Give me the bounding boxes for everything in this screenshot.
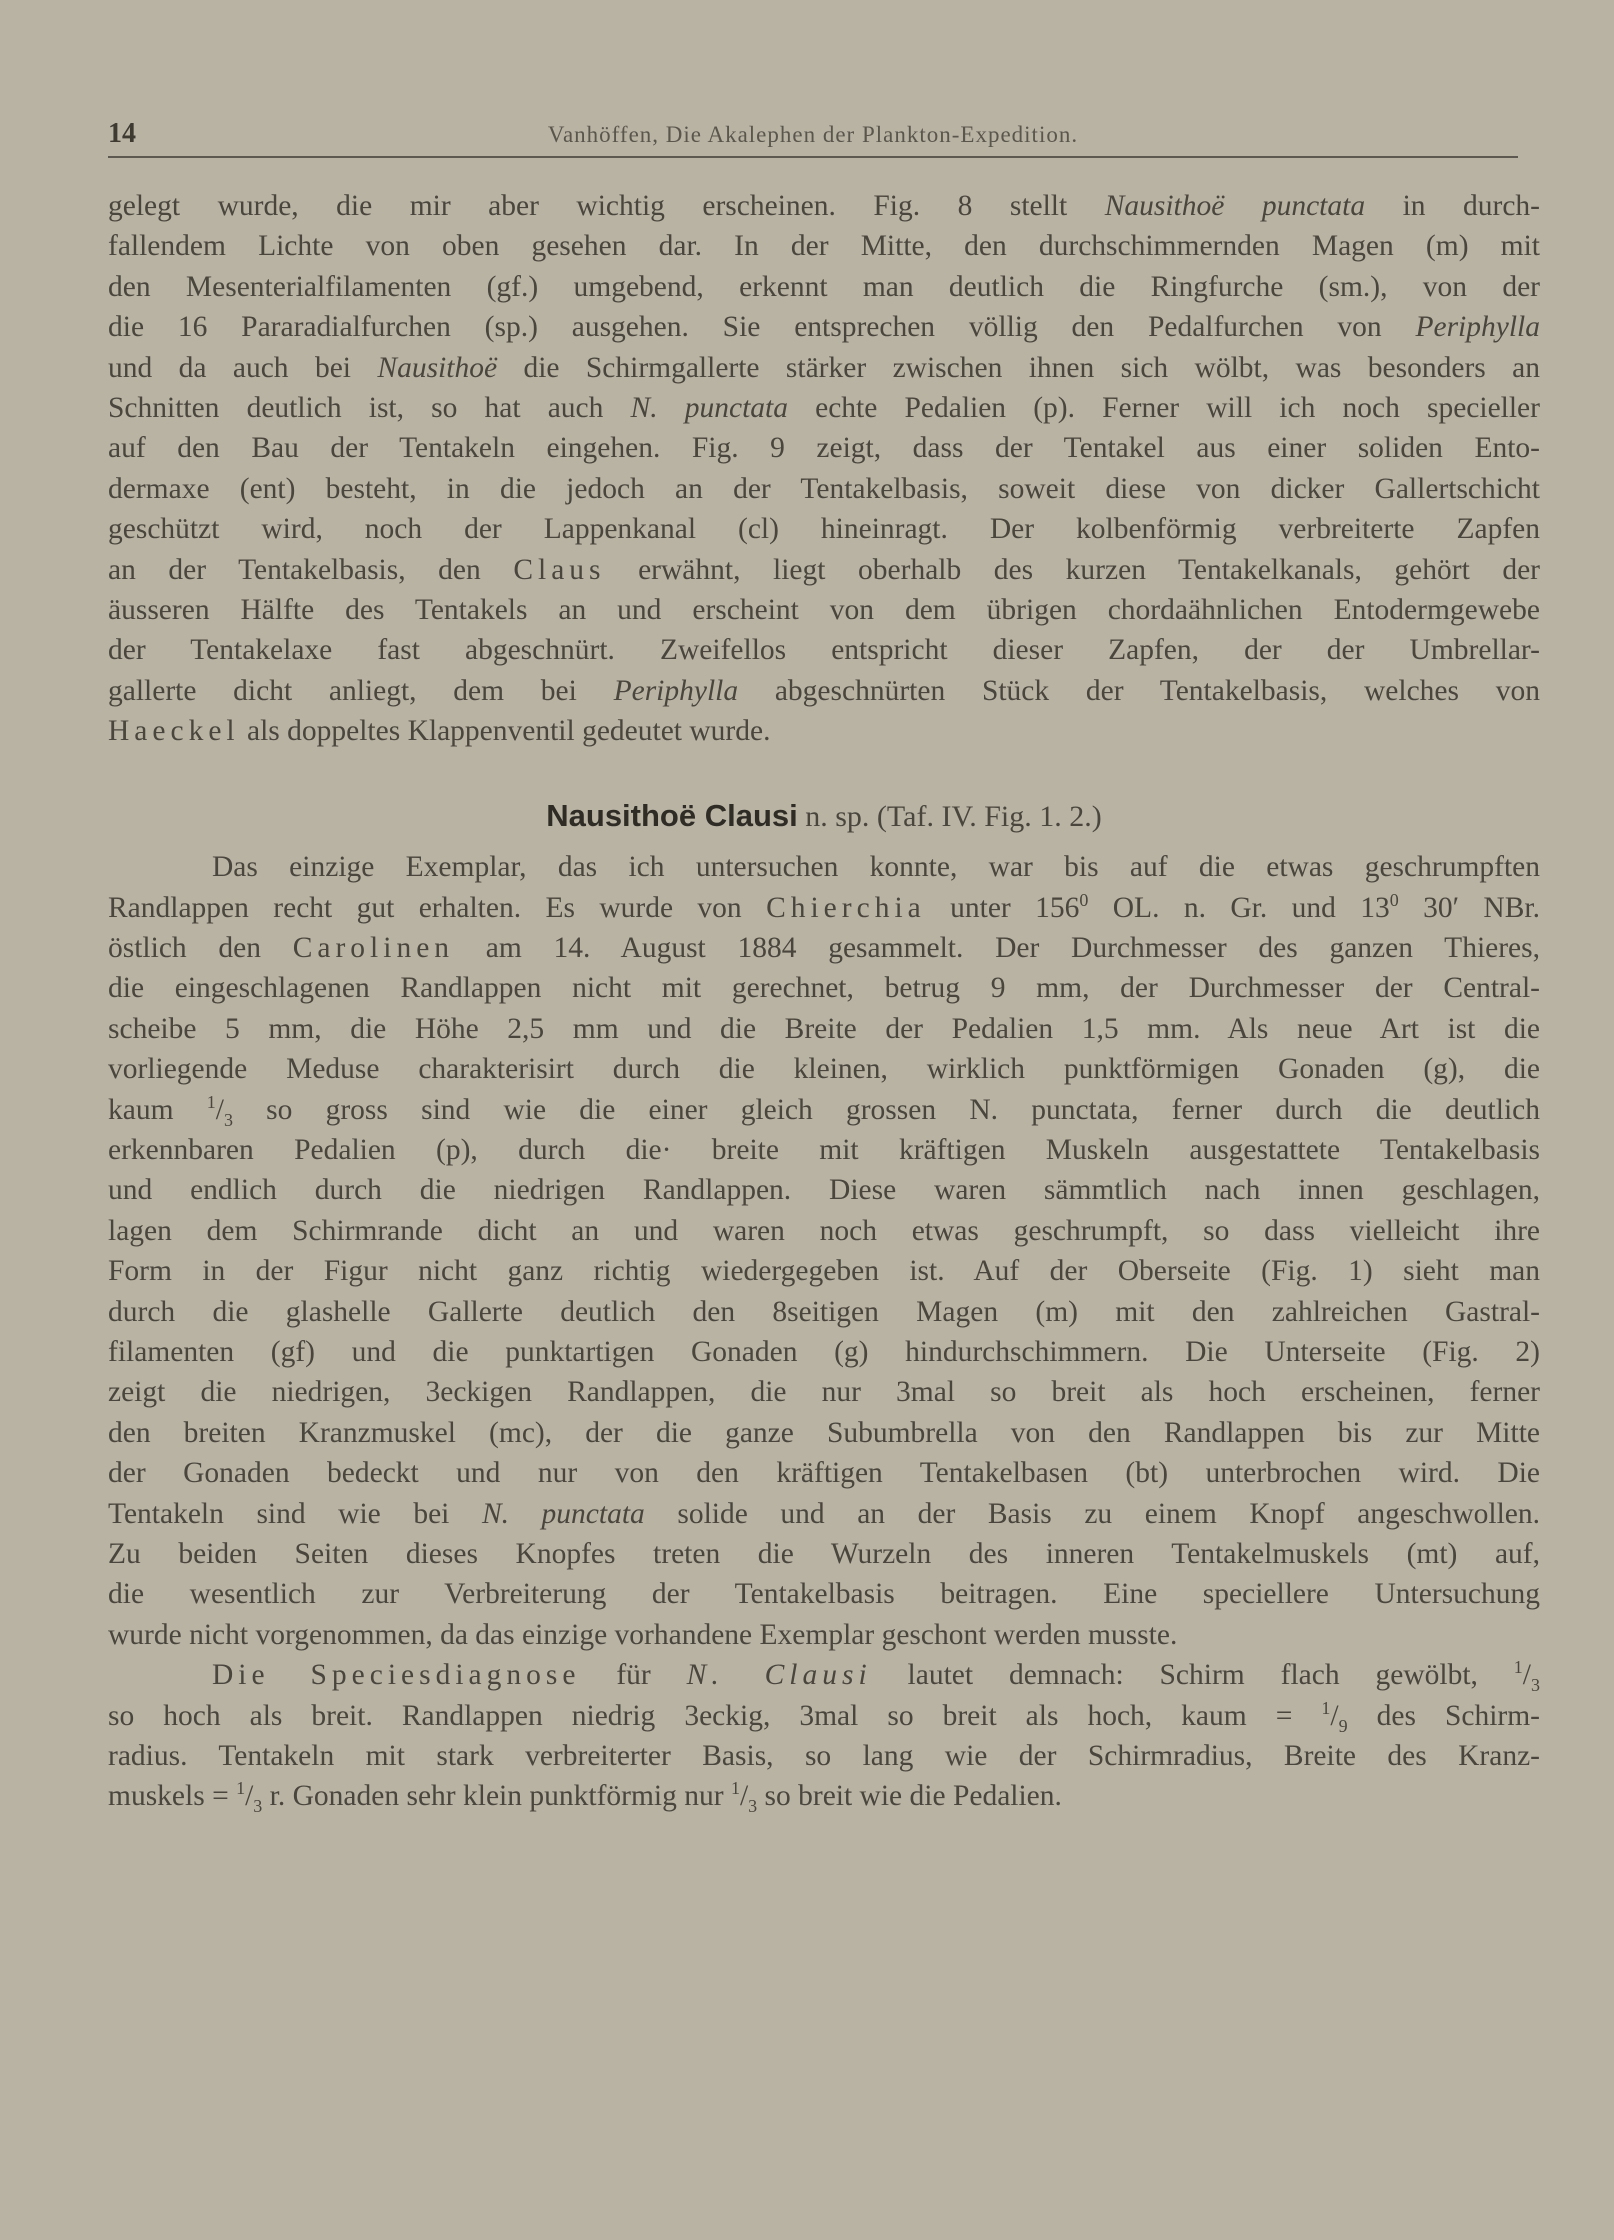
text-line: die wesentlich zur Verbreiterung der Tentakelbasis beitragen. Eine speciellere Untersuchung: [108, 1578, 1540, 1611]
text-line: die eingeschlagenen Randlappen nicht mit gerechnet, betrug 9 mm, der Durchmesser der Central-: [108, 972, 1540, 1005]
text-line: wurde nicht vorgenommen, da das einzige vorhandene Exemplar geschont werden musste.: [108, 1618, 1178, 1651]
text-line: den breiten Kranzmuskel (mc), der die ganze Subumbrella von den Randlappen bis zur Mitte: [108, 1416, 1540, 1449]
text-line: kaum $^1/_3$ so gross sind wie die einer gleich grossen N. punctata, ferner durch die deutlich: [108, 1091, 1540, 1130]
text-line: so hoch als breit. Randlappen niedrig 3eckig, 3mal so breit als hoch, kaum = $^1/_9$ des Schirm-: [108, 1697, 1540, 1736]
text-line: der Tentakelaxe fast abgeschnürt. Zweifellos entspricht dieser Zapfen, der der Umbrellar-: [108, 634, 1540, 667]
text-line: scheibe 5 mm, die Höhe 2,5 mm und die Breite der Pedalien 1,5 mm. Als neue Art ist die: [108, 1012, 1540, 1045]
text-line: Randlappen recht gut erhalten. Es wurde von Chierchia unter $156^0$ OL. n. Gr. und $13^0$ 30′ NBr.: [108, 889, 1540, 924]
text-line: zeigt die niedrigen, 3eckigen Randlappen, die nur 3mal so breit als hoch erscheinen, ferner: [108, 1376, 1540, 1409]
heading-reference: n. sp. (Taf. IV. Fig. 1. 2.): [797, 799, 1102, 833]
text-line: durch die glashelle Gallerte deutlich den 8seitigen Magen (m) mit den zahlreichen Gastral-: [108, 1295, 1540, 1328]
body-text: [108, 186, 1540, 1817]
text-line: geschützt wird, noch der Lappenkanal (cl) hineinragt. Der kolbenförmig verbreiterte Zapfen: [108, 513, 1540, 546]
text-line: Zu beiden Seiten dieses Knopfes treten die Wurzeln des inneren Tentakelmuskels (mt) auf,: [108, 1538, 1540, 1570]
text-line: Schnitten deutlich ist, so hat auch N. punctata echte Pedalien (p). Ferner will ich noch specieller: [108, 392, 1540, 425]
section-heading: [108, 796, 1540, 837]
text-line: lagen dem Schirmrande dicht an und waren noch etwas geschrumpft, so dass vielleicht ihre: [108, 1214, 1540, 1247]
text-line: fallendem Lichte von oben gesehen dar. In der Mitte, den durchschimmernden Magen (m) mit: [108, 230, 1540, 263]
text-line: der Gonaden bedeckt und nur von den kräftigen Tentakelbasen (bt) unterbrochen wird. Die: [108, 1457, 1540, 1490]
text-line: die 16 Pararadialfurchen (sp.) ausgehen. Sie entsprechen völlig den Pedalfurchen von Periphylla: [108, 311, 1540, 344]
text-line: Haeckel als doppeltes Klappenventil gedeutet wurde.: [108, 715, 771, 748]
running-head: Vanhöffen, Die Akalephen der Plankton-Expedition.: [547, 122, 1079, 147]
text-line: östlich den Carolinen am 14. August 1884 gesammelt. Der Durchmesser des ganzen Thieres,: [108, 931, 1541, 964]
text-line: und endlich durch die niedrigen Randlappen. Diese waren sämmtlich nach innen geschlagen,: [108, 1174, 1540, 1207]
text-line: äusseren Hälfte des Tentakels an und erscheint von dem übrigen chordaähnlichen Entodermgewebe: [108, 594, 1540, 627]
text-line: vorliegende Meduse charakterisirt durch die kleinen, wirklich punktförmigen Gonaden (g), die: [108, 1053, 1540, 1086]
text-line: den Mesenterialfilamenten (gf.) umgebend, erkennt man deutlich die Ringfurche (sm.), von der: [108, 270, 1540, 303]
text-line: filamenten (gf) und die punktartigen Gonaden (g) hindurchschimmern. Die Unterseite (Fig. 2): [108, 1335, 1540, 1368]
text-line: Tentakeln sind wie bei N. punctata solide und an der Basis zu einem Knopf angeschwollen.: [108, 1497, 1540, 1530]
page-header: [108, 116, 1518, 158]
text-line: und da auch bei Nausithoë die Schirmgallerte stärker zwischen ihnen sich wölbt, was besonders an: [108, 351, 1540, 384]
text-line: gelegt wurde, die mir aber wichtig erscheinen. Fig. 8 stellt Nausithoë punctata in durch-: [108, 190, 1541, 222]
text-line: Form in der Figur nicht ganz richtig wiedergegeben ist. Auf der Oberseite (Fig. 1) sieht man: [108, 1255, 1540, 1288]
text-line: gallerte dicht anliegt, dem bei Periphylla abgeschnürten Stück der Tentakelbasis, welches von: [108, 674, 1540, 707]
paragraph-2: [108, 847, 1540, 1655]
text-line: dermaxe (ent) besteht, in die jedoch an der Tentakelbasis, soweit diese von dicker Gallertschicht: [108, 472, 1540, 505]
text-line: radius. Tentakeln mit stark verbreiterter Basis, so lang wie der Schirmradius, Breite des Kranz-: [108, 1740, 1540, 1773]
text-line: Das einzige Exemplar, das ich untersuchen konnte, war bis auf die etwas geschrumpften: [212, 851, 1540, 884]
text-line: muskels = $^1/_3$ r. Gonaden sehr klein punktförmig nur $^1/_3$ so breit wie die Pedalien.: [108, 1778, 1062, 1817]
text-line: auf den Bau der Tentakeln eingehen. Fig. 9 zeigt, dass der Tentakel aus einer soliden Ento-: [108, 432, 1540, 465]
species-name: Nausithoë Clausi: [546, 797, 798, 833]
text-line: an der Tentakelbasis, den Claus erwähnt, liegt oberhalb des kurzen Tentakelkanals, gehört der: [108, 553, 1540, 586]
page-number: 14: [108, 118, 136, 149]
text-line: erkennbaren Pedalien (p), durch die· breite mit kräftigen Muskeln ausgestattete Tentakelbasis: [108, 1133, 1540, 1166]
paragraph-1: [108, 186, 1540, 752]
paragraph-3: [108, 1655, 1540, 1817]
text-line: Die Speciesdiagnose für N. Clausi lautet demnach: Schirm flach gewölbt, $^1/_3$: [212, 1657, 1540, 1696]
